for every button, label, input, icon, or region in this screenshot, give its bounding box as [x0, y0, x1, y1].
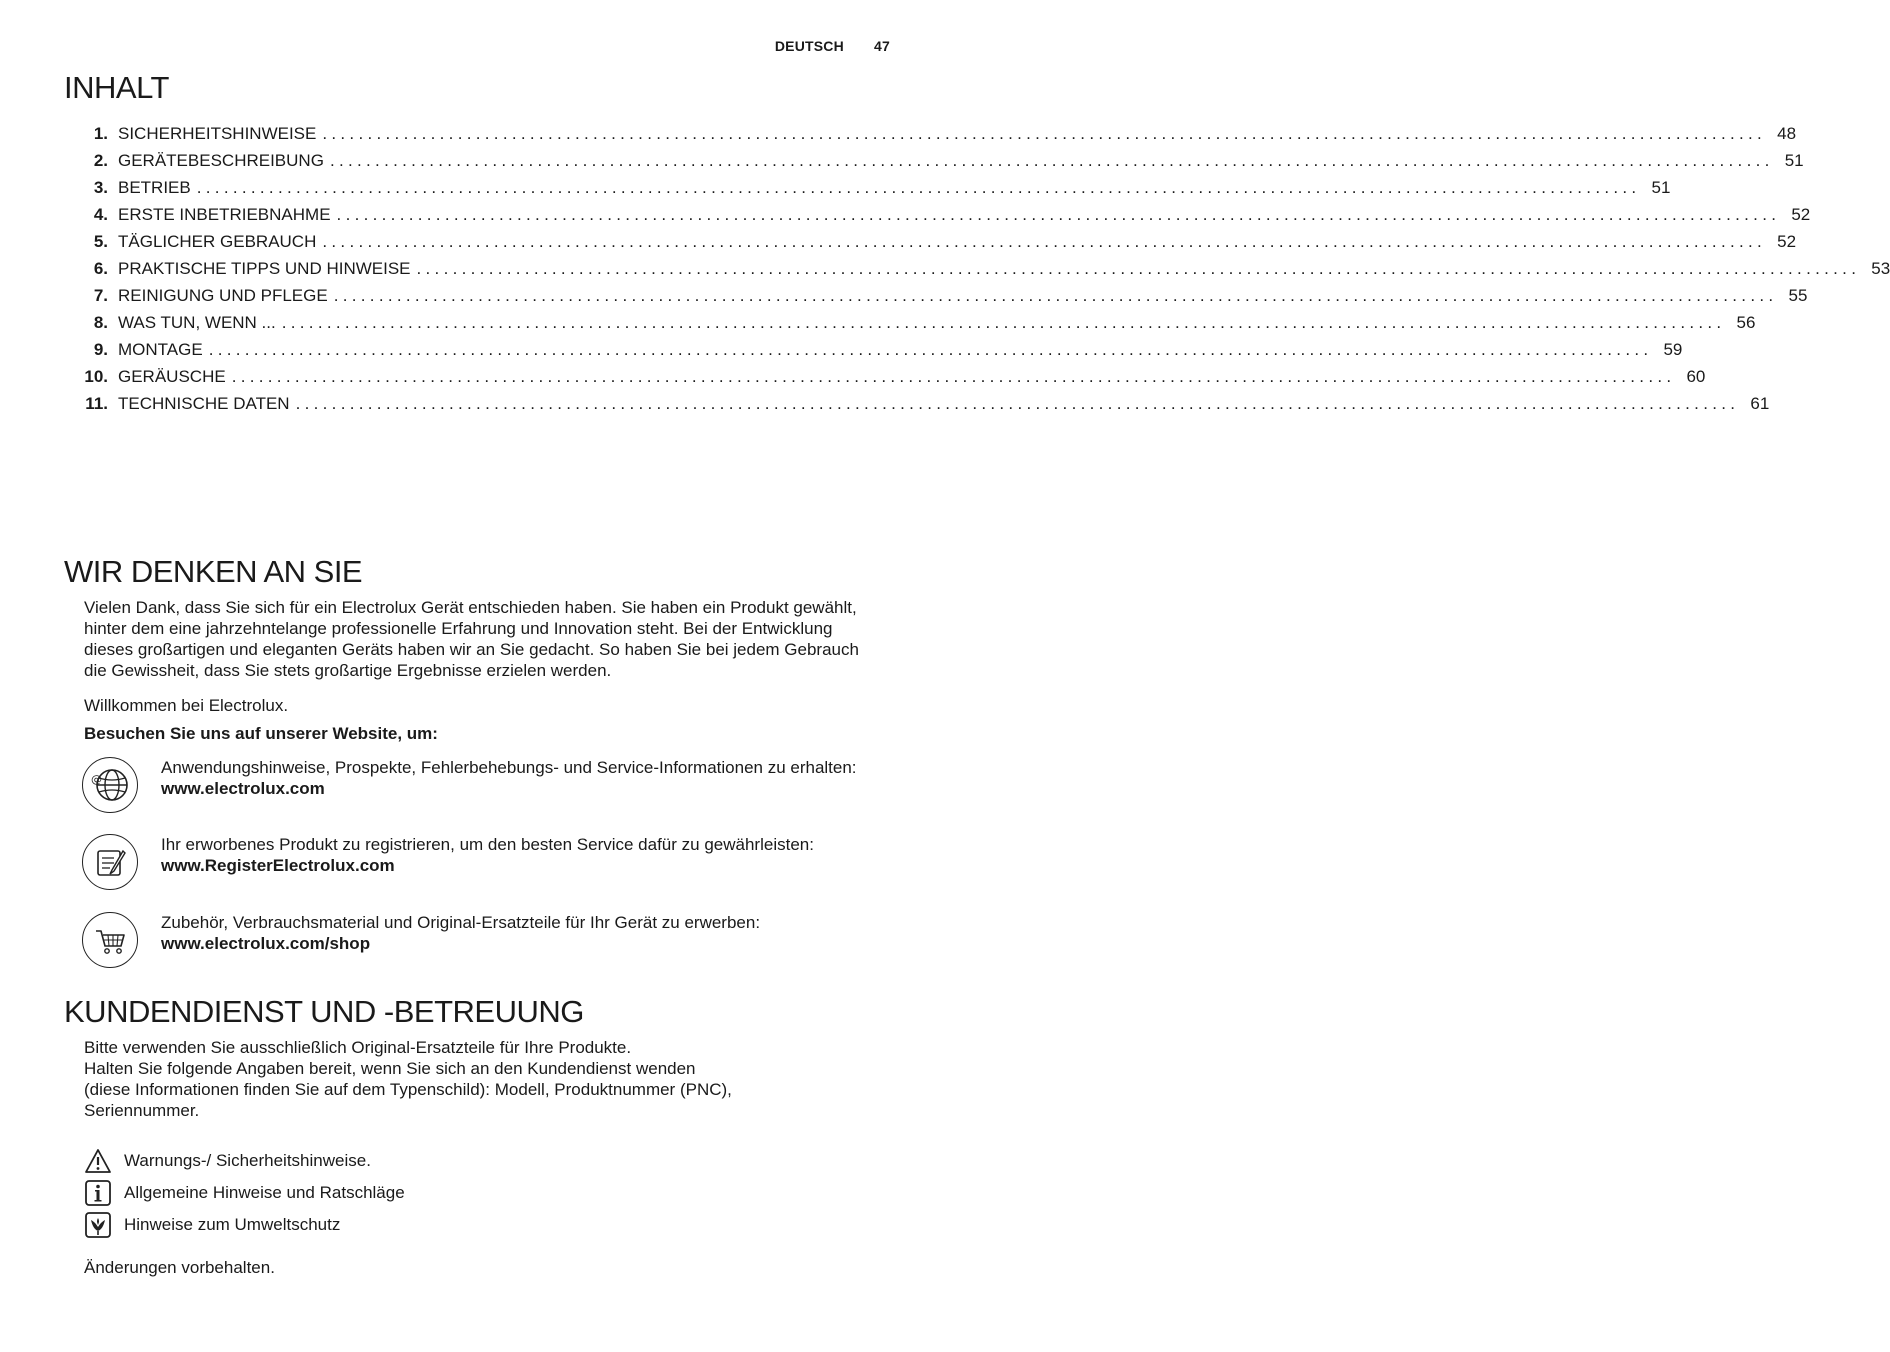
- legend-text: Hinweise zum Umweltschutz: [124, 1215, 341, 1234]
- legend-item: [84, 1179, 405, 1207]
- toc-leader-dots: ................................................................................................................................................................: [208, 340, 1653, 359]
- website-item-text: Zubehör, Verbrauchsmaterial und Original-Ersatzteile für Ihr Gerät zu erwerben:: [161, 913, 761, 932]
- environment-icon: [84, 1212, 112, 1238]
- toc-entry-title: PRAKTISCHE TIPPS UND HINWEISE: [118, 259, 411, 278]
- toc-entry[interactable]: [80, 205, 1811, 232]
- welcome-intro: Vielen Dank, dass Sie sich für ein Electrolux Gerät entschieden haben. Sie haben ein Produkt gewählt, hinter dem eine jahrzehntelange professionelle Erfahrung und Innovation steht. Bei der Entwicklung dieses großartigen und eleganten Geräts haben wir an Sie gedacht. So haben Sie bei jedem Gebrauch die Gewissheit, dass Sie stets großartige Ergebnisse erzielen werden.: [84, 598, 859, 680]
- toc-entry-number: 10.: [84, 367, 108, 386]
- disclaimer: Änderungen vorbehalten.: [84, 1258, 275, 1277]
- toc-entry-number: 1.: [93, 124, 108, 143]
- toc-entry-title: GERÄTEBESCHREIBUNG: [118, 151, 324, 170]
- website-link[interactable]: www.RegisterElectrolux.com: [161, 856, 395, 875]
- toc-leader-dots: ................................................................................................................................................................: [322, 232, 1767, 251]
- toc-entry-number: 8.: [93, 313, 108, 332]
- toc-entry-number: 6.: [93, 259, 108, 278]
- register-document-icon: [82, 834, 138, 890]
- toc-entry-title: TECHNISCHE DATEN: [118, 394, 290, 413]
- toc-entry[interactable]: [80, 232, 1797, 259]
- service-text: [84, 1037, 884, 1121]
- toc-leader-dots: ................................................................................................................................................................: [333, 286, 1778, 305]
- toc-entry[interactable]: [80, 259, 1890, 286]
- toc-entry[interactable]: [80, 367, 1706, 394]
- service-line: Halten Sie folgende Angaben bereit, wenn Sie sich an den Kundendienst wenden: [84, 1059, 696, 1078]
- toc-entry-page: 60: [1686, 367, 1706, 386]
- toc-entry-title: MONTAGE: [118, 340, 203, 359]
- visit-heading: Besuchen Sie uns auf unserer Website, um:: [84, 724, 438, 743]
- toc-entry-number: 7.: [93, 286, 108, 305]
- toc-entry-page: 51: [1651, 178, 1671, 197]
- page-number: 47: [874, 38, 890, 54]
- toc-entry-title: WAS TUN, WENN ...: [118, 313, 276, 332]
- toc-entry-page: 61: [1750, 394, 1770, 413]
- toc-entry[interactable]: [80, 124, 1797, 151]
- toc-entry[interactable]: [80, 151, 1804, 178]
- warning-triangle-icon: [84, 1148, 112, 1174]
- website-item-text: Anwendungshinweise, Prospekte, Fehlerbehebungs- und Service-Informationen zu erhalten:: [161, 758, 857, 777]
- toc-leader-dots: ................................................................................................................................................................: [336, 205, 1781, 224]
- welcome-greeting: Willkommen bei Electrolux.: [84, 696, 289, 715]
- toc-leader-dots: ................................................................................................................................................................: [329, 151, 1774, 170]
- toc-entry-number: 3.: [93, 178, 108, 197]
- toc-entry-number: 5.: [93, 232, 108, 251]
- toc-leader-dots: ................................................................................................................................................................: [295, 394, 1740, 413]
- toc-leader-dots: ................................................................................................................................................................: [196, 178, 1641, 197]
- toc-entry-title: SICHERHEITSHINWEISE: [118, 124, 317, 143]
- toc-title: INHALT: [64, 70, 169, 105]
- shopping-cart-icon: [82, 912, 138, 968]
- info-icon: [84, 1180, 112, 1206]
- legend-item: [84, 1147, 371, 1175]
- toc-entry[interactable]: [80, 394, 1770, 421]
- web-globe-icon: [82, 757, 138, 813]
- toc-leader-dots: ................................................................................................................................................................: [281, 313, 1726, 332]
- toc-entry-page: 48: [1777, 124, 1797, 143]
- website-item-text: Ihr erworbenes Produkt zu registrieren, um den besten Service dafür zu gewährleisten:: [161, 835, 814, 854]
- toc-entry-page: 56: [1736, 313, 1756, 332]
- toc-entry-title: ERSTE INBETRIEBNAHME: [118, 205, 331, 224]
- toc-entry[interactable]: [80, 340, 1683, 367]
- website-link[interactable]: www.electrolux.com/shop: [161, 934, 371, 953]
- legend-text: Warnungs-/ Sicherheitshinweise.: [124, 1151, 371, 1170]
- toc-entry-page: 51: [1784, 151, 1804, 170]
- toc-leader-dots: ................................................................................................................................................................: [231, 367, 1676, 386]
- service-line: (diese Informationen finden Sie auf dem Typenschild): Modell, Produktnummer (PNC),: [84, 1080, 732, 1099]
- toc-entry-number: 11.: [85, 394, 108, 413]
- toc-entry[interactable]: [80, 313, 1756, 340]
- toc-leader-dots: ................................................................................................................................................................: [416, 259, 1861, 278]
- svg-text:@: @: [91, 773, 102, 786]
- toc-entry[interactable]: [80, 286, 1808, 313]
- toc-entry-title: TÄGLICHER GEBRAUCH: [118, 232, 317, 251]
- legend-item: [84, 1211, 340, 1239]
- table-of-contents: [80, 124, 1890, 421]
- toc-entry-number: 4.: [93, 205, 108, 224]
- toc-entry-page: 55: [1788, 286, 1808, 305]
- toc-entry-title: GERÄUSCHE: [118, 367, 226, 386]
- toc-entry-title: BETRIEB: [118, 178, 191, 197]
- service-title: KUNDENDIENST UND -BETREUUNG: [64, 994, 584, 1029]
- toc-entry[interactable]: [80, 178, 1671, 205]
- service-line: Seriennummer.: [84, 1101, 200, 1120]
- toc-entry-page: 53: [1871, 259, 1890, 278]
- service-line: Bitte verwenden Sie ausschließlich Original-Ersatzteile für Ihre Produkte.: [84, 1038, 632, 1057]
- toc-entry-page: 52: [1777, 232, 1797, 251]
- page-header: [775, 38, 890, 54]
- toc-entry-number: 9.: [93, 340, 108, 359]
- toc-entry-page: 59: [1663, 340, 1683, 359]
- welcome-title: WIR DENKEN AN SIE: [64, 554, 363, 589]
- toc-entry-number: 2.: [93, 151, 108, 170]
- toc-leader-dots: ................................................................................................................................................................: [322, 124, 1767, 143]
- legend-text: Allgemeine Hinweise und Ratschläge: [124, 1183, 405, 1202]
- toc-entry-page: 52: [1791, 205, 1811, 224]
- website-link[interactable]: www.electrolux.com: [161, 779, 325, 798]
- toc-entry-title: REINIGUNG UND PFLEGE: [118, 286, 328, 305]
- language-label: DEUTSCH: [774, 38, 844, 54]
